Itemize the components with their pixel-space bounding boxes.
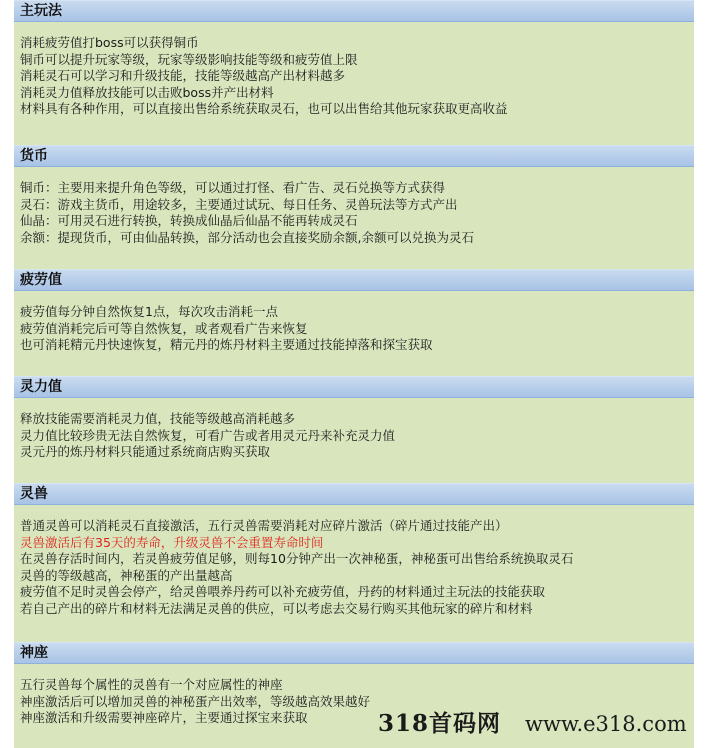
text-line: 铜币可以提升玩家等级，玩家等级影响技能等级和疲劳值上限 <box>20 51 358 67</box>
section-main-gameplay <box>14 0 694 145</box>
document <box>14 0 694 748</box>
section-spirit-power <box>14 376 694 483</box>
text-line: 仙晶：可用灵石进行转换，转换成仙晶后仙晶不能再转成灵石 <box>20 213 358 229</box>
watermark-brand: 318首码网 <box>378 710 502 737</box>
section-title: 货币 <box>14 145 694 167</box>
text-line: 神座激活后可以增加灵兽的神秘蛋产出效率，等级越高效果越好 <box>20 693 371 709</box>
section-currency <box>14 145 694 269</box>
text-line: 在灵兽存活时间内，若灵兽疲劳值足够，则每10分钟产出一次神秘蛋，神秘蛋可出售给系统换取灵石 <box>20 551 574 567</box>
text-line: 也可消耗精元丹快速恢复，精元丹的炼丹材料主要通过技能掉落和探宝获取 <box>20 337 433 353</box>
text-line: 灵力值比较珍贵无法自然恢复，可看广告或者用灵元丹来补充灵力值 <box>20 427 396 443</box>
text-line: 灵元丹的炼丹材料只能通过系统商店购买获取 <box>20 444 271 460</box>
text-line: 灵石：游戏主货币，用途较多，主要通过试玩、每日任务、灵兽玩法等方式产出 <box>20 196 458 212</box>
text-line: 神座激活和升级需要神座碎片，主要通过探宝来获取 <box>20 710 308 726</box>
text-line: 消耗灵石可以学习和升级技能，技能等级越高产出材料越多 <box>20 68 346 84</box>
text-line: 消耗疲劳值打boss可以获得铜币 <box>20 35 199 50</box>
text-line: 若自己产出的碎片和材料无法满足灵兽的供应，可以考虑去交易行购买其他玩家的碎片和材料 <box>20 600 533 616</box>
text-line: 铜币：主要用来提升角色等级，可以通过打怪、看广告、灵石兑换等方式获得 <box>20 180 446 195</box>
text-line: 普通灵兽可以消耗灵石直接激活，五行灵兽需要消耗对应碎片激活（碎片通过技能产出） <box>20 518 508 533</box>
text-line: 疲劳值每分钟自然恢复1点，每次攻击消耗一点 <box>20 304 278 319</box>
text-line: 五行灵兽每个属性的灵兽有一个对应属性的神座 <box>20 677 283 692</box>
text-line: 释放技能需要消耗灵力值，技能等级越高消耗越多 <box>20 411 296 426</box>
watermark-url: www.e318.com <box>525 712 687 736</box>
text-line: 疲劳值不足时灵兽会停产，给灵兽喂养丹药可以补充疲劳值，丹药的材料通过主玩法的技能获取 <box>20 584 546 600</box>
section-title: 灵力值 <box>14 376 694 398</box>
section-body <box>14 398 694 483</box>
section-title: 灵兽 <box>14 483 694 505</box>
watermark <box>378 708 687 740</box>
section-body <box>14 505 694 642</box>
text-line: 疲劳值消耗完后可等自然恢复，或者观看广告来恢复 <box>20 320 308 336</box>
highlight-text-line: 灵兽激活后有35天的寿命，升级灵兽不会重置寿命时间 <box>20 534 324 550</box>
section-title: 主玩法 <box>14 0 694 22</box>
text-line: 消耗灵力值释放技能可以击败boss并产出材料 <box>20 84 274 100</box>
section-spirit-beast <box>14 483 694 642</box>
section-body <box>14 291 694 376</box>
text-line: 余额：提现货币，可由仙晶转换，部分活动也会直接奖励余额,余额可以兑换为灵石 <box>20 229 474 245</box>
text-line: 灵兽的等级越高，神秘蛋的产出量越高 <box>20 567 233 583</box>
text-line: 材料具有各种作用，可以直接出售给系统获取灵石，也可以出售给其他玩家获取更高收益 <box>20 101 508 117</box>
section-body <box>14 22 694 145</box>
section-body <box>14 167 694 269</box>
section-fatigue <box>14 269 694 376</box>
section-title: 神座 <box>14 642 694 664</box>
section-title: 疲劳值 <box>14 269 694 291</box>
